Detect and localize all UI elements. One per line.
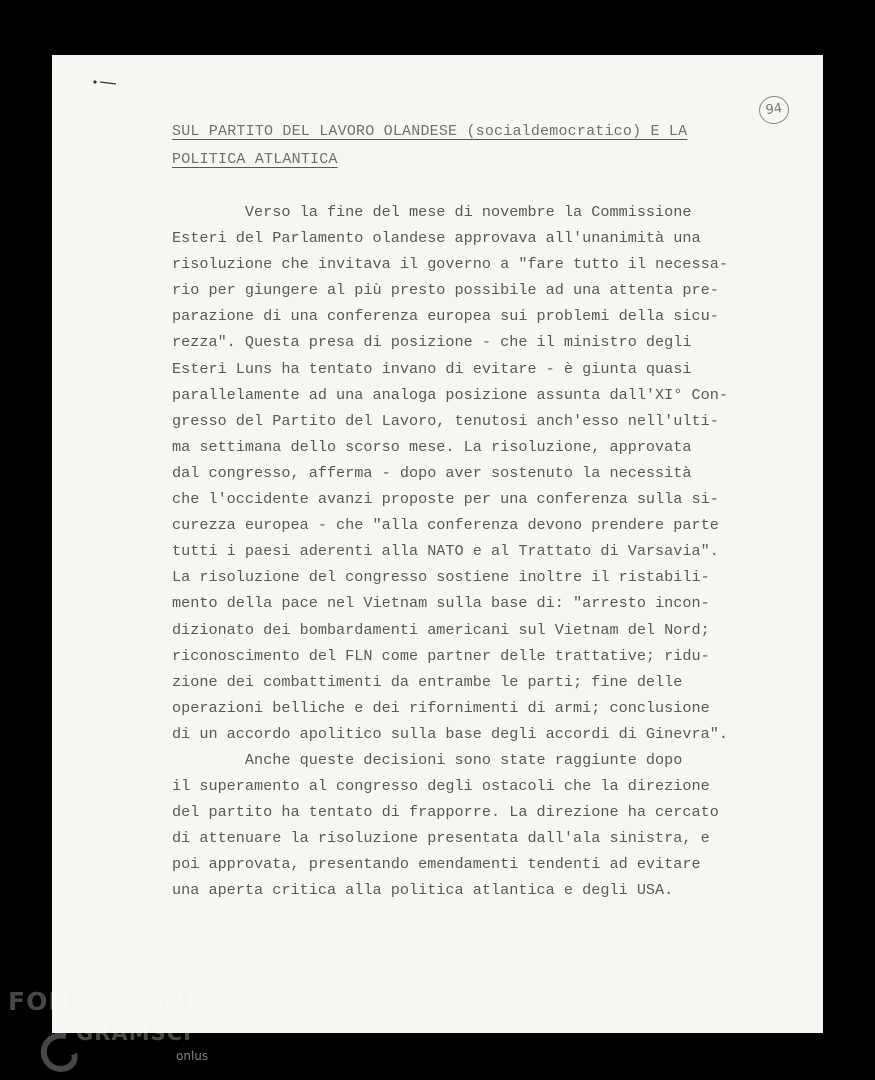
logo-g-mark (44, 1036, 75, 1069)
body-line: di un accordo apolitico sulla base degli accordi di Ginevra". (172, 724, 728, 743)
body-line: Verso la fine del mese di novembre la Commissione (172, 203, 692, 221)
document-body (172, 199, 732, 904)
body-line: rezza". Questa presa di posizione - che il ministro degli (172, 333, 692, 352)
body-line: tutti i paesi aderenti alla NATO e al Trattato di Varsavia". (172, 542, 719, 561)
body-line: rio per giungere al più presto possibile ad una attenta pre- (172, 281, 719, 300)
title-line-1: SUL PARTITO DEL LAVORO OLANDESE (socialdemocratico) E LA (172, 123, 688, 140)
body-line: Esteri del Parlamento olandese approvava all'unanimità una (172, 229, 701, 248)
body-line: del partito ha tentato di frapporre. La direzione ha cercato (172, 803, 719, 822)
fondazione-gramsci-logo (6, 984, 236, 1074)
body-line: mento della pace nel Vietnam sulla base di: "arresto incon- (172, 594, 710, 613)
logo-line-2: GRAMSCI (76, 1021, 192, 1045)
body-line: poi approvata, presentando emendamenti tendenti ad evitare (172, 855, 701, 874)
body-line: il superamento al congresso degli ostacoli che la direzione (172, 777, 710, 796)
body-line: parallelamente ad una analoga posizione assunta dall'XI° Con- (172, 385, 728, 404)
title-line-2: POLITICA ATLANTICA (172, 151, 338, 168)
body-line: operazioni belliche e dei rifornimenti di armi; conclusione (172, 698, 710, 717)
body-line: Anche queste decisioni sono state raggiunte dopo (172, 750, 683, 769)
body-line: curezza europea - che "alla conferenza devono prendere parte (172, 516, 719, 535)
body-line: parazione di una conferenza europea sui problemi della sicu- (172, 307, 719, 326)
logo-line-3: onlus (176, 1049, 209, 1063)
body-line: Esteri Luns ha tentato invano di evitare - è giunta quasi (172, 359, 692, 378)
document-title (172, 118, 732, 174)
body-line: La risoluzione del congresso sostiene inoltre il ristabili- (172, 568, 710, 587)
body-line: di attenuare la risoluzione presentata dall'ala sinistra, e (172, 829, 710, 848)
body-line: gresso del Partito del Lavoro, tenutosi anch'esso nell'ulti- (172, 411, 719, 430)
body-line: che l'occidente avanzi proposte per una conferenza sulla si- (172, 490, 719, 509)
body-line: riconoscimento del FLN come partner delle trattative; ridu- (172, 646, 710, 665)
body-line: zione dei combattimenti da entrambe le parti; fine delle (172, 672, 683, 691)
body-line: risoluzione che invitava il governo a "fare tutto il necessa- (172, 255, 728, 274)
body-line: una aperta critica alla politica atlantica e degli USA. (172, 881, 674, 900)
body-line: ma settimana dello scorso mese. La risoluzione, approvata (172, 437, 692, 456)
body-line: dal congresso, afferma - dopo aver sostenuto la necessità (172, 463, 692, 482)
body-line: dizionato dei bombardamenti americani sul Vietnam del Nord; (172, 620, 710, 639)
logo-line-1: FONDAZIONE (8, 987, 205, 1016)
pen-mark (92, 78, 118, 86)
page-number-stamp: 94 (757, 94, 791, 126)
